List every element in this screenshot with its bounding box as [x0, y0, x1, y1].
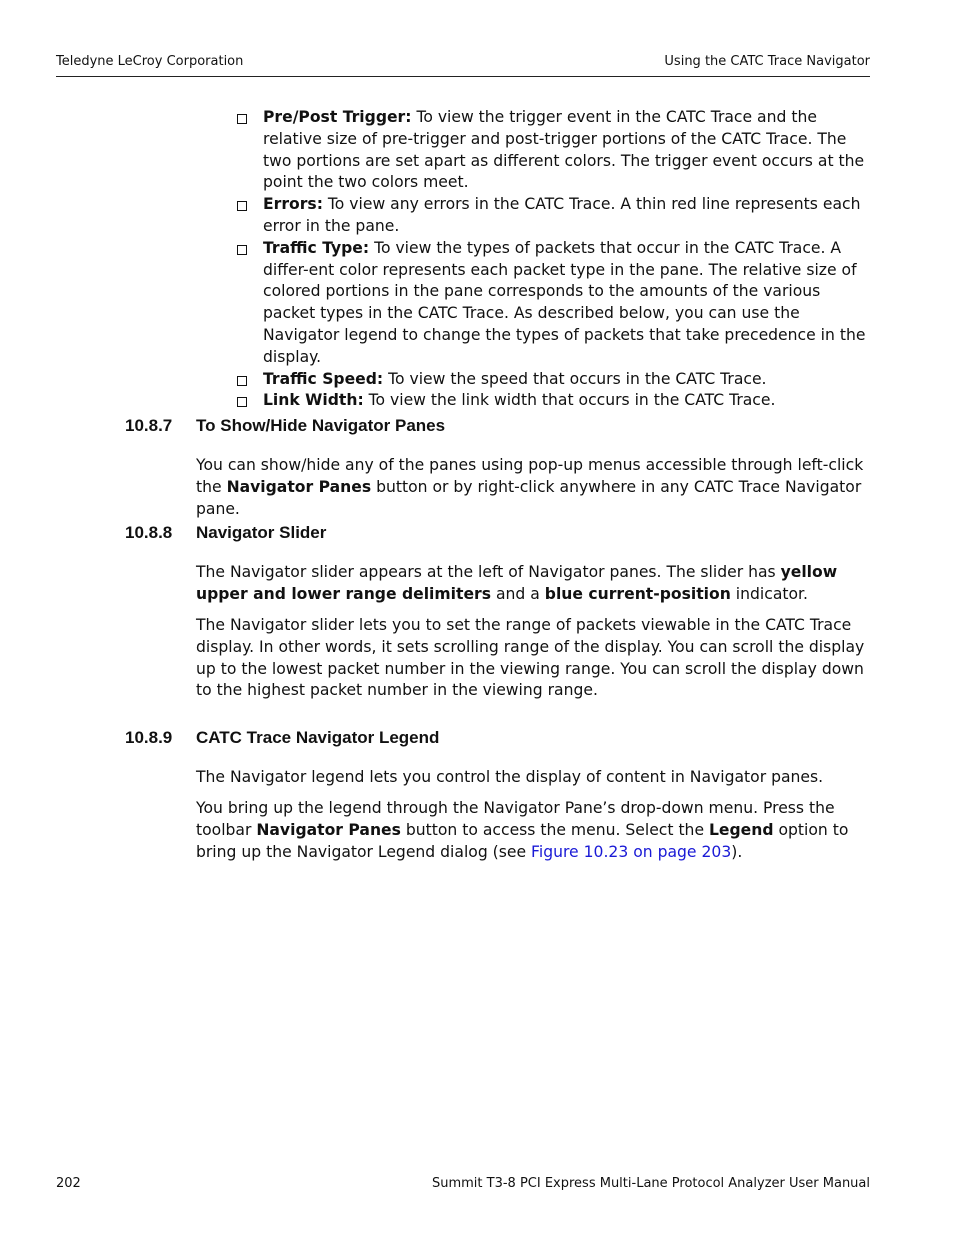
list-item-text: To view the types of packets that occur in the CATC Trace. A differ-ent color represents each packet type in the pane. The relative size of colored portions in the pane corresponds to the amounts of the various packet types in the CATC Trace. As described below, you can use the Navigator legend to change the types of packets that take precedence in the display. [263, 238, 866, 366]
section-heading-10-8-7 [125, 416, 445, 436]
section-heading-10-8-8 [125, 523, 326, 543]
paragraph: The Navigator slider lets you to set the range of packets viewable in the CATC Trace display. In other words, it sets scrolling range of the display. You can scroll the display up to the lowest packet number in the viewing range. You can scroll the display down to the highest packet number in the viewing range. [196, 616, 865, 700]
section-number: 10.8.8 [125, 523, 173, 542]
text-run: indicator. [730, 584, 808, 603]
paragraph [196, 455, 870, 520]
checkbox-bullet-icon [237, 114, 247, 124]
page-number: 202 [56, 1176, 81, 1191]
header-chapter-title: Using the CATC Trace Navigator [664, 54, 870, 69]
text-run: You bring up the legend through the Navigator Pane’s drop-down menu. Press the toolbar [196, 799, 835, 839]
section-title: CATC Trace Navigator Legend [196, 728, 440, 747]
list-item-text: To view the link width that occurs in the CATC Trace. [363, 391, 776, 410]
section-number: 10.8.9 [125, 728, 173, 747]
pane-description-list [237, 107, 870, 412]
checkbox-bullet-icon [237, 397, 247, 407]
list-item-term: Traffic Speed: [263, 369, 384, 388]
text-run: The Navigator slider appears at the left of Navigator panes. The slider has [196, 563, 781, 581]
header-company: Teledyne LeCroy Corporation [56, 54, 244, 69]
list-item [237, 369, 870, 391]
text-run: button or by right-click anywhere in any CATC Trace Navigator pane. [196, 477, 862, 518]
section-heading-10-8-9 [125, 728, 439, 748]
text-run: and a [491, 584, 545, 603]
bold-term: blue current-position [544, 584, 731, 603]
checkbox-bullet-icon [237, 376, 247, 386]
checkbox-bullet-icon [237, 201, 247, 211]
list-item [237, 390, 870, 412]
text-run: button to access the menu. Select the [400, 820, 709, 839]
list-item-term: Link Width: [263, 391, 364, 410]
list-item-term: Pre/Post Trigger: [263, 108, 412, 126]
list-item-term: Errors: [263, 195, 323, 214]
section-title: Navigator Slider [196, 523, 327, 542]
manual-title: Summit T3-8 PCI Express Multi-Lane Protocol Analyzer User Manual [431, 1176, 870, 1191]
text-run: You can show/hide any of the panes using pop-up menus accessible through left-click the [196, 456, 864, 496]
list-item [237, 238, 870, 369]
bold-term: Navigator Panes [226, 477, 372, 496]
bold-term: yellow upper and lower range delimiters [196, 563, 838, 603]
figure-reference-link[interactable]: Figure 10.23 on page 203 [531, 842, 732, 861]
paragraph: The Navigator legend lets you control the display of content in Navigator panes. [196, 768, 824, 786]
list-item [237, 107, 870, 194]
paragraph [196, 562, 870, 606]
list-item-text: To view any errors in the CATC Trace. A thin red line represents each error in the pane. [263, 195, 861, 235]
section-title: To Show/Hide Navigator Panes [196, 416, 446, 435]
section-number: 10.8.7 [125, 416, 173, 435]
text-run: option to bring up the Navigator Legend dialog (see [196, 820, 849, 861]
list-item [237, 194, 870, 238]
list-item-text: To view the trigger event in the CATC Trace and the relative size of pre-trigger and post-trigger portions of the CATC Trace. The two portions are set apart as different colors. The trigger event occurs at the point the two colors meet. [263, 108, 865, 192]
bold-term: Navigator Panes [256, 820, 401, 839]
checkbox-bullet-icon [237, 245, 247, 255]
bold-term: Legend [709, 820, 774, 839]
list-item-term: Traffic Type: [263, 238, 370, 257]
text-run: ). [731, 842, 743, 861]
page-header [56, 54, 870, 77]
list-item-text: To view the speed that occurs in the CATC Trace. [383, 369, 767, 388]
paragraph [196, 798, 870, 863]
